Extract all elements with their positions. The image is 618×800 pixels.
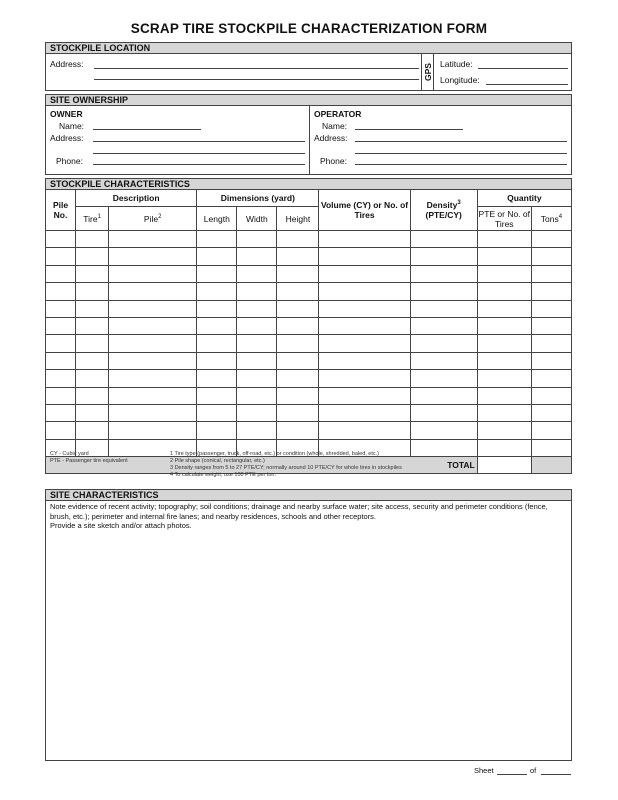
sheet-total-line[interactable]	[541, 774, 571, 775]
stockpile-characteristics-header: STOCKPILE CHARACTERISTICS	[46, 179, 571, 190]
table-cell[interactable]	[197, 283, 237, 300]
col-length: Length	[197, 207, 237, 231]
table-cell[interactable]	[109, 335, 197, 352]
table-cell[interactable]	[410, 404, 477, 421]
table-row	[46, 387, 572, 404]
site-characteristics-header: SITE CHARACTERISTICS	[46, 490, 571, 501]
table-cell[interactable]	[197, 300, 237, 317]
table-cell[interactable]	[46, 231, 76, 248]
footnote-cy: CY - Cubic yard	[50, 451, 89, 457]
table-row	[46, 370, 572, 387]
table-cell[interactable]	[477, 248, 531, 265]
longitude-label: Longitude:	[440, 75, 480, 85]
table-cell[interactable]	[410, 352, 477, 369]
table-cell[interactable]	[531, 265, 571, 282]
col-pile-desc	[109, 207, 197, 231]
table-cell[interactable]	[277, 317, 319, 334]
operator-phone-label: Phone:	[320, 156, 347, 166]
table-cell[interactable]	[477, 370, 531, 387]
table-cell[interactable]	[197, 248, 237, 265]
table-cell[interactable]	[237, 317, 277, 334]
table-row	[46, 422, 572, 439]
table-cell[interactable]	[477, 265, 531, 282]
table-cell[interactable]	[109, 265, 197, 282]
owner-phone-label: Phone:	[56, 156, 83, 166]
table-cell[interactable]	[109, 422, 197, 439]
col-tons-sup: 4	[558, 213, 563, 220]
table-cell[interactable]	[277, 248, 319, 265]
footnote-4: 4 To calculate weight, use 100 PTE per ton.	[170, 472, 276, 478]
col-volume: Volume (CY) or No. of Tires	[319, 190, 410, 231]
footnotes-right	[170, 451, 470, 479]
table-cell[interactable]	[477, 317, 531, 334]
table-row	[46, 317, 572, 334]
table-cell[interactable]	[319, 335, 410, 352]
total-label: TOTAL	[46, 457, 478, 474]
table-cell[interactable]	[46, 370, 76, 387]
stockpile-location-header: STOCKPILE LOCATION	[46, 43, 571, 54]
table-cell[interactable]	[109, 300, 197, 317]
table-cell[interactable]	[46, 422, 76, 439]
table-cell[interactable]	[477, 422, 531, 439]
col-tons	[531, 207, 571, 231]
table-cell[interactable]	[237, 352, 277, 369]
gps-label: GPS	[423, 63, 433, 81]
form-title: SCRAP TIRE STOCKPILE CHARACTERIZATION FORM	[130, 21, 488, 36]
ownership-divider	[309, 106, 310, 175]
table-cell[interactable]	[319, 300, 410, 317]
address-line-1[interactable]	[94, 68, 419, 69]
sheet-label: Sheet	[474, 766, 494, 775]
table-cell[interactable]	[197, 335, 237, 352]
table-cell[interactable]	[76, 265, 109, 282]
table-cell[interactable]	[410, 370, 477, 387]
table-cell[interactable]	[410, 317, 477, 334]
table-cell[interactable]	[197, 404, 237, 421]
table-cell[interactable]	[477, 231, 531, 248]
table-cell[interactable]	[277, 335, 319, 352]
table-cell[interactable]	[46, 387, 76, 404]
col-pile-no: Pile No.	[46, 190, 76, 231]
owner-name-label: Name:	[59, 121, 85, 131]
table-row	[46, 248, 572, 265]
table-cell[interactable]	[477, 439, 531, 456]
table-cell[interactable]	[410, 387, 477, 404]
table-cell[interactable]	[410, 300, 477, 317]
table-cell[interactable]	[237, 283, 277, 300]
operator-address-label: Address:	[314, 133, 348, 143]
table-cell[interactable]	[46, 317, 76, 334]
table-row	[46, 231, 572, 248]
table-cell[interactable]	[531, 248, 571, 265]
col-pile-desc-sup: 2	[158, 213, 162, 220]
table-cell[interactable]	[410, 265, 477, 282]
col-density	[410, 190, 477, 231]
table-cell[interactable]	[410, 248, 477, 265]
footnote-2: 2 Pile shape (conical, rectangular, etc.)	[170, 458, 265, 464]
site-ownership-section	[45, 94, 572, 175]
table-cell[interactable]	[477, 352, 531, 369]
owner-title: OWNER	[50, 109, 83, 119]
operator-phone-line[interactable]	[355, 164, 567, 165]
col-density-sup: 3	[457, 200, 461, 207]
table-cell[interactable]	[531, 231, 571, 248]
col-density-unit: (PTE/CY)	[425, 210, 462, 220]
col-tire-sup: 1	[97, 213, 101, 220]
table-cell[interactable]	[531, 352, 571, 369]
table-cell[interactable]	[477, 283, 531, 300]
col-density-label: Density	[426, 200, 458, 210]
site-sketch-note: Provide a site sketch and/or attach photos.	[50, 521, 192, 530]
table-cell[interactable]	[319, 387, 410, 404]
table-cell[interactable]	[197, 387, 237, 404]
table-cell[interactable]	[531, 422, 571, 439]
owner-address-line-2[interactable]	[93, 153, 305, 154]
owner-phone-line[interactable]	[93, 164, 305, 165]
table-cell[interactable]	[319, 422, 410, 439]
table-cell[interactable]	[410, 335, 477, 352]
table-cell[interactable]	[237, 265, 277, 282]
operator-address-line-2[interactable]	[355, 153, 567, 154]
col-dimensions: Dimensions (yard)	[197, 190, 319, 207]
table-cell[interactable]	[531, 439, 571, 456]
col-pte: PTE or No. of Tires	[478, 208, 531, 229]
operator-address-line-1[interactable]	[355, 141, 567, 142]
table-cell[interactable]	[277, 300, 319, 317]
of-label: of	[530, 766, 537, 775]
table-cell[interactable]	[197, 352, 237, 369]
table-cell[interactable]	[277, 265, 319, 282]
table-cell[interactable]	[109, 387, 197, 404]
table-cell[interactable]	[277, 231, 319, 248]
table-cell[interactable]	[46, 335, 76, 352]
table-cell[interactable]	[109, 404, 197, 421]
table-cell[interactable]	[237, 231, 277, 248]
stockpile-location-section	[45, 42, 572, 91]
operator-name-label: Name:	[322, 121, 348, 131]
owner-address-label: Address:	[50, 133, 84, 143]
table-cell[interactable]	[277, 422, 319, 439]
site-characteristics-section[interactable]	[45, 489, 572, 761]
table-cell[interactable]	[76, 422, 109, 439]
table-cell[interactable]	[76, 248, 109, 265]
table-cell[interactable]	[109, 248, 197, 265]
table-cell[interactable]	[319, 404, 410, 421]
table-cell[interactable]	[477, 387, 531, 404]
table-cell[interactable]	[410, 283, 477, 300]
table-cell[interactable]	[319, 231, 410, 248]
table-row	[46, 265, 572, 282]
col-tire-label: Tire	[83, 213, 98, 224]
table-cell[interactable]	[319, 317, 410, 334]
table-cell[interactable]	[410, 422, 477, 439]
table-cell[interactable]	[477, 335, 531, 352]
table-cell[interactable]	[197, 422, 237, 439]
table-cell[interactable]	[237, 300, 277, 317]
table-cell[interactable]	[531, 370, 571, 387]
owner-name-line[interactable]	[93, 129, 201, 130]
table-cell[interactable]	[197, 317, 237, 334]
table-cell[interactable]	[76, 370, 109, 387]
table-cell[interactable]	[531, 335, 571, 352]
col-quantity: Quantity	[477, 190, 571, 207]
table-cell[interactable]	[277, 370, 319, 387]
table-cell[interactable]	[277, 283, 319, 300]
address-line-2[interactable]	[94, 79, 419, 80]
table-cell[interactable]	[76, 387, 109, 404]
table-cell[interactable]	[277, 387, 319, 404]
col-tons-label: Tons	[540, 213, 559, 224]
table-cell[interactable]	[46, 352, 76, 369]
table-cell[interactable]	[531, 283, 571, 300]
address-label: Address:	[50, 59, 84, 69]
table-cell[interactable]	[76, 335, 109, 352]
table-cell[interactable]	[531, 317, 571, 334]
characteristics-table	[45, 189, 572, 474]
table-cell[interactable]	[46, 265, 76, 282]
table-cell[interactable]	[46, 300, 76, 317]
table-cell[interactable]	[319, 370, 410, 387]
table-cell[interactable]	[477, 404, 531, 421]
table-cell[interactable]	[109, 370, 197, 387]
table-cell[interactable]	[319, 248, 410, 265]
table-cell[interactable]	[277, 404, 319, 421]
table-cell[interactable]	[237, 248, 277, 265]
table-cell[interactable]	[197, 231, 237, 248]
table-body	[46, 231, 572, 457]
total-tons-cell[interactable]	[531, 457, 571, 474]
gps-divider-2	[433, 54, 434, 91]
col-pile-desc-label: Pile	[143, 213, 159, 224]
latitude-label: Latitude:	[440, 59, 473, 69]
table-cell[interactable]	[277, 352, 319, 369]
table-cell[interactable]	[237, 404, 277, 421]
footnote-1: 1 Tire type (passenger, truck, off-road, etc.) or condition (whole, shredded, baled, etc.)	[170, 451, 380, 457]
table-cell[interactable]	[319, 352, 410, 369]
col-height: Height	[277, 207, 319, 231]
table-cell[interactable]	[319, 283, 410, 300]
footnotes-left	[50, 451, 160, 465]
table-cell[interactable]	[197, 370, 237, 387]
table-cell[interactable]	[237, 370, 277, 387]
table-cell[interactable]	[109, 352, 197, 369]
table-row	[46, 404, 572, 421]
table-row	[46, 335, 572, 352]
col-tire	[76, 207, 109, 231]
table-cell[interactable]	[46, 248, 76, 265]
owner-address-line-1[interactable]	[93, 141, 305, 142]
table-cell[interactable]	[109, 317, 197, 334]
table-cell[interactable]	[76, 300, 109, 317]
footnote-3: 3 Density ranges from 5 to 27 PTE/CY; normally around 10 PTE/CY for whole tires in stockpiles	[170, 465, 402, 471]
table-cell[interactable]	[76, 352, 109, 369]
latitude-line[interactable]	[478, 68, 568, 69]
table-row	[46, 300, 572, 317]
table-cell[interactable]	[237, 387, 277, 404]
table-cell[interactable]	[76, 404, 109, 421]
table-cell[interactable]	[531, 300, 571, 317]
table-cell[interactable]	[237, 335, 277, 352]
col-description: Description	[76, 190, 197, 207]
table-cell[interactable]	[109, 231, 197, 248]
table-cell[interactable]	[76, 231, 109, 248]
table-cell[interactable]	[319, 265, 410, 282]
gps-divider	[421, 54, 422, 91]
operator-title: OPERATOR	[314, 109, 362, 119]
table-cell[interactable]	[76, 283, 109, 300]
longitude-line[interactable]	[486, 84, 568, 85]
total-pte-cell[interactable]	[477, 457, 531, 474]
table-cell[interactable]	[237, 422, 277, 439]
table-cell[interactable]	[531, 404, 571, 421]
table-cell[interactable]	[76, 317, 109, 334]
operator-name-line[interactable]	[355, 129, 463, 130]
col-width: Width	[237, 207, 277, 231]
footnote-pte: PTE - Passenger tire equivalent	[50, 458, 128, 464]
table-cell[interactable]	[410, 231, 477, 248]
table-cell[interactable]	[531, 387, 571, 404]
table-cell[interactable]	[46, 404, 76, 421]
table-row	[46, 352, 572, 369]
sheet-number-line[interactable]	[497, 774, 527, 775]
table-cell[interactable]	[46, 283, 76, 300]
table-cell[interactable]	[109, 283, 197, 300]
table-cell[interactable]	[197, 265, 237, 282]
table-cell[interactable]	[477, 300, 531, 317]
table-row	[46, 283, 572, 300]
site-instructions: Note evidence of recent activity; topography; soil conditions; drainage and nearby surface water; site access, security and perimeter conditions (fence, brush, etc.); perimeter and internal fire lanes; and nearby residences, schools and other receptors.	[50, 502, 548, 521]
site-ownership-header: SITE OWNERSHIP	[46, 95, 571, 106]
